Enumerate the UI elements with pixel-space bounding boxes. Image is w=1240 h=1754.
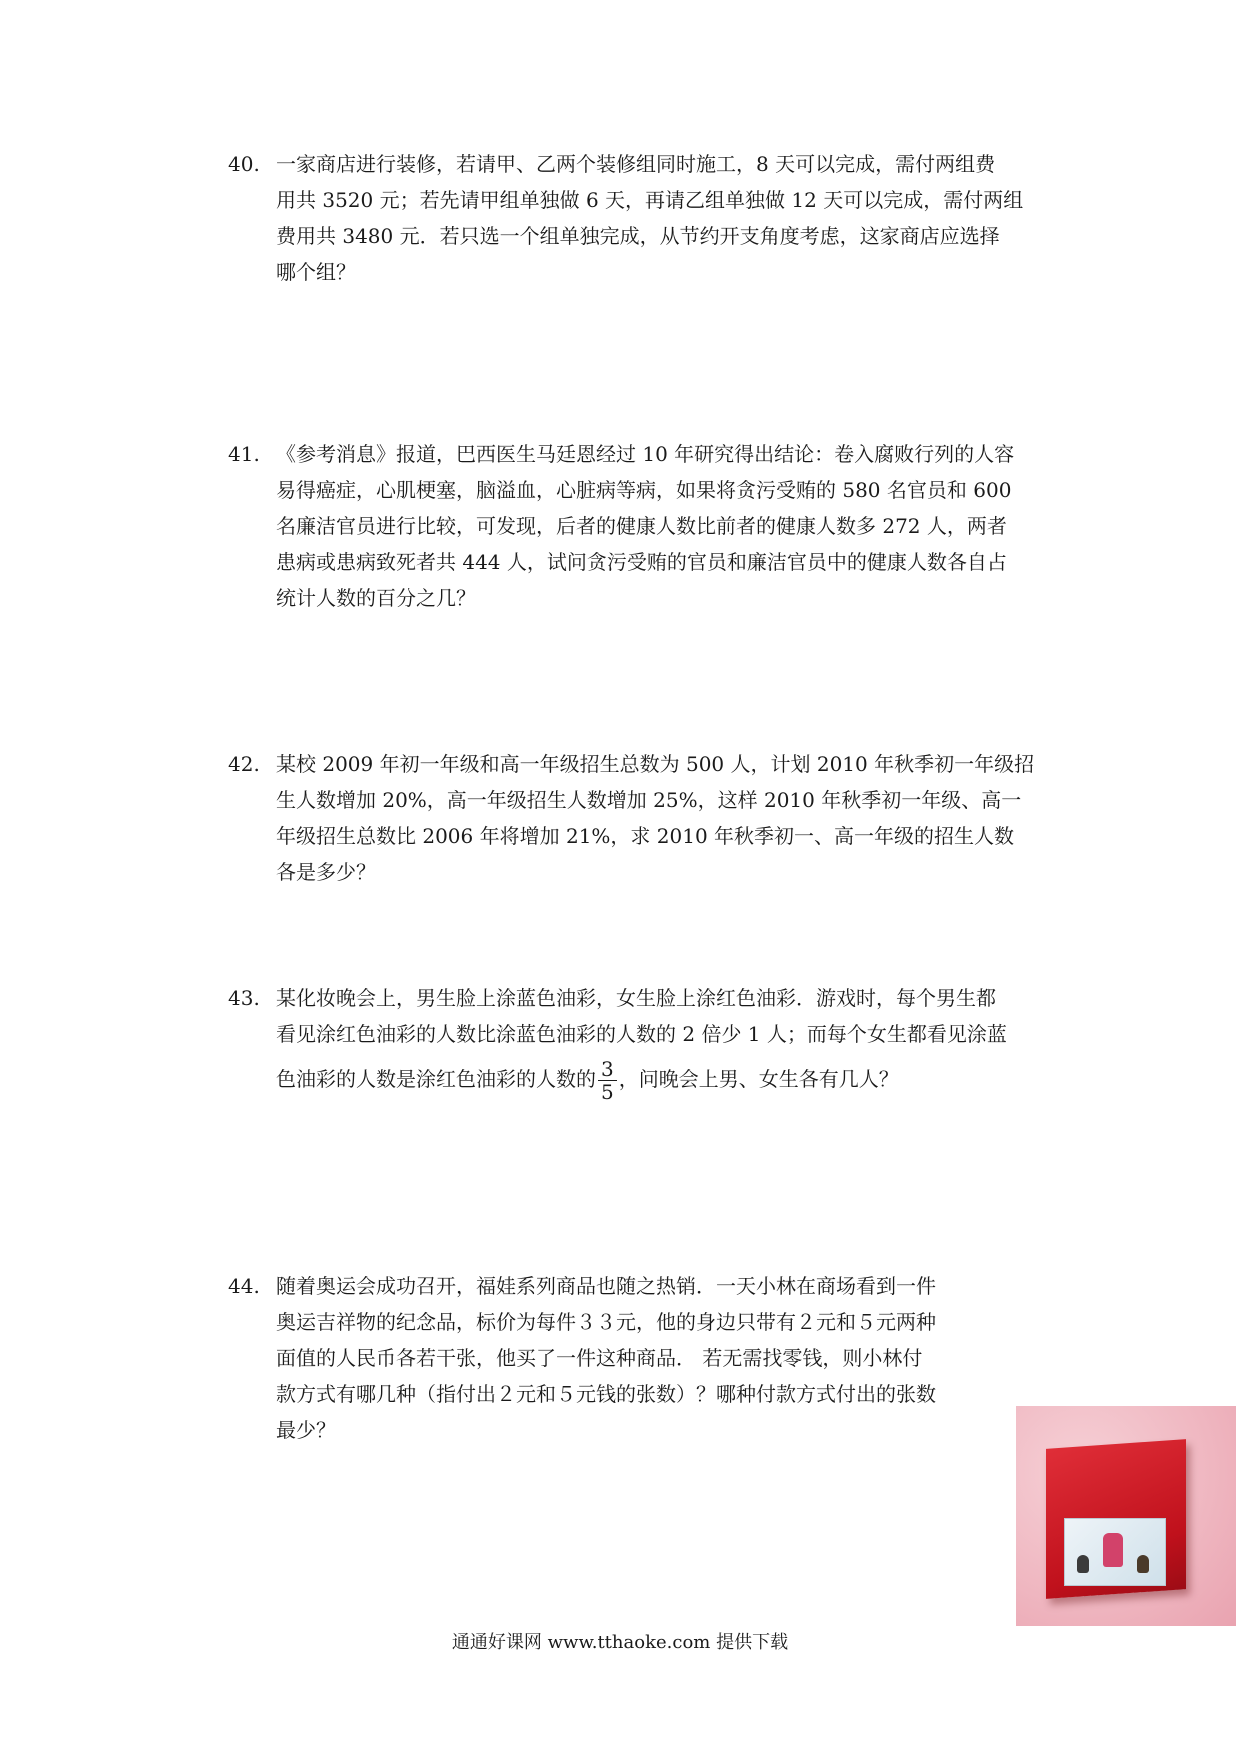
souvenir-photo — [1016, 1406, 1236, 1626]
problem-number: 41. — [228, 442, 260, 466]
problem-line: 年级招生总数比 2006 年将增加 21%，求 2010 年秋季初一、高一年级的招生人数 — [276, 824, 1015, 848]
problem-42 — [228, 746, 1058, 890]
fraction-numerator: 3 — [598, 1058, 617, 1081]
problem-line: 面值的人民币各若干张，他买了一件这种商品． 若无需找零钱，则小林付 — [276, 1346, 923, 1370]
problem-line: 统计人数的百分之几？ — [276, 586, 476, 610]
problem-43 — [228, 980, 1058, 1103]
problem-line: 随着奥运会成功召开，福娃系列商品也随之热销．一天小林在商场看到一件 — [276, 1274, 936, 1298]
problem-number: 44. — [228, 1274, 260, 1298]
problem-line: 《参考消息》报道，巴西医生马廷恩经过 10 年研究得出结论：卷入腐败行列的人容 — [276, 442, 1015, 466]
problem-line: 奥运吉祥物的纪念品，标价为每件３３元，他的身边只带有２元和５元两种 — [276, 1310, 936, 1334]
problem-line: 某校 2009 年初一年级和高一年级招生总数为 500 人，计划 2010 年秋季初一年级招 — [276, 752, 1035, 776]
mascot-figure — [1137, 1555, 1149, 1573]
problem-line: 最少？ — [276, 1418, 336, 1442]
problem-41 — [228, 436, 1058, 616]
fraction-denominator: 5 — [601, 1080, 614, 1104]
problem-line-with-fraction — [276, 1058, 1058, 1103]
mascot-figure — [1103, 1533, 1123, 1567]
fraction — [598, 1058, 617, 1103]
problem-number: 42. — [228, 752, 260, 776]
text-before-fraction: 色油彩的人数是涂红色油彩的人数的 — [276, 1067, 596, 1091]
glass-plaque — [1064, 1518, 1166, 1586]
problem-line: 生人数增加 20%，高一年级招生人数增加 25%，这样 2010 年秋季初一年级、高一 — [276, 788, 1022, 812]
problem-line: 一家商店进行装修，若请甲、乙两个装修组同时施工，8 天可以完成，需付两组费 — [276, 152, 996, 176]
problem-line: 名廉洁官员进行比较，可发现，后者的健康人数比前者的健康人数多 272 人，两者 — [276, 514, 1007, 538]
page-footer: 通通好课网 www.tthaoke.com 提供下载 — [451, 1632, 789, 1653]
problem-line: 看见涂红色油彩的人数比涂蓝色油彩的人数的 2 倍少 1 人；而每个女生都看见涂蓝 — [276, 1022, 1007, 1046]
problem-line: 费用共 3480 元．若只选一个组单独完成，从节约开支角度考虑，这家商店应选择 — [276, 224, 1000, 248]
problem-number: 43. — [228, 986, 260, 1010]
problem-40 — [228, 146, 1058, 290]
problem-line: 患病或患病致死者共 444 人，试问贪污受贿的官员和廉洁官员中的健康人数各自占 — [276, 550, 1007, 574]
problem-line: 某化妆晚会上，男生脸上涂蓝色油彩，女生脸上涂红色油彩．游戏时，每个男生都 — [276, 986, 996, 1010]
problem-line: 款方式有哪几种（指付出２元和５元钱的张数）？哪种付款方式付出的张数 — [276, 1382, 936, 1406]
problem-line: 哪个组？ — [276, 260, 356, 284]
problem-44 — [228, 1268, 1008, 1448]
mascot-figure — [1077, 1555, 1089, 1573]
text-after-fraction: ，问晚会上男、女生各有几人？ — [618, 1067, 899, 1091]
problem-line: 用共 3520 元；若先请甲组单独做 6 天，再请乙组单独做 12 天可以完成，需付两组 — [276, 188, 1024, 212]
problem-number: 40. — [228, 152, 260, 176]
problem-line: 易得癌症，心肌梗塞，脑溢血，心脏病等病，如果将贪污受贿的 580 名官员和 600 — [276, 478, 1012, 502]
problem-line: 各是多少？ — [276, 860, 376, 884]
